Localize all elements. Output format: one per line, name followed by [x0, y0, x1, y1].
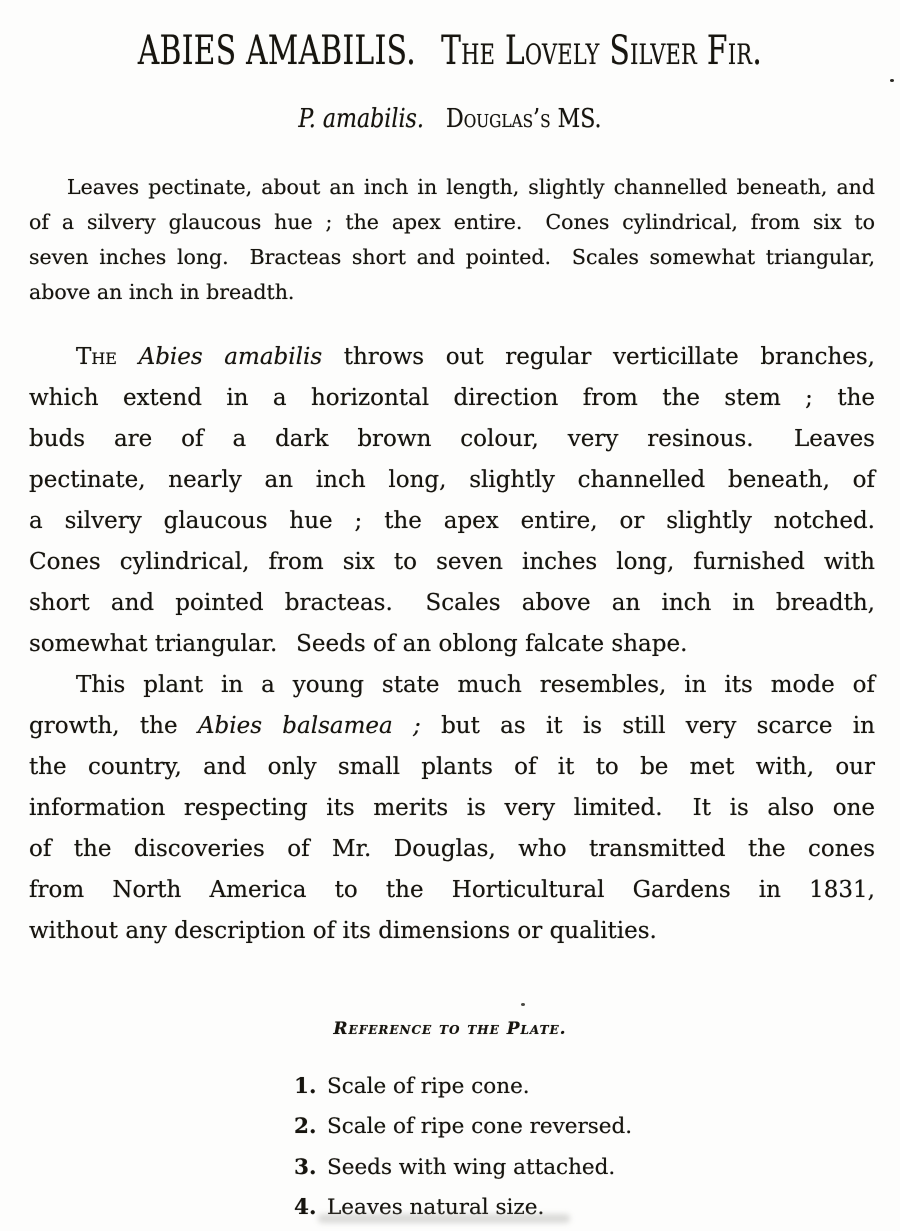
text-run: Cones cylindrical, from six to seven inches long, furnished with: [29, 549, 875, 575]
text-run: from North America to the Horticultural Gardens in 1831,: [29, 877, 875, 903]
manuscript-source: Douglas’s MS.: [445, 104, 602, 134]
text-line: [29, 583, 875, 624]
page-title: [117, 27, 783, 75]
text-line: [29, 747, 875, 788]
item-text: Seeds with wing attached.: [327, 1154, 616, 1180]
item-number: 3.: [294, 1154, 317, 1180]
text-line: [29, 460, 875, 501]
plate-reference-item: [294, 1067, 632, 1107]
ink-speck: [890, 79, 894, 82]
text-line: [29, 170, 875, 205]
text-line: [29, 337, 875, 378]
text-line: [29, 542, 875, 583]
item-text: Scale of ripe cone.: [327, 1074, 530, 1099]
text-line: [29, 205, 875, 240]
text-run: pectinate, nearly an inch long, slightly channelled beneath, of: [29, 467, 875, 493]
text-run: throws out regular verticillate branches,: [322, 344, 875, 370]
text-run: the country, and only small plants of it to be met with, our: [29, 754, 875, 780]
text-run: This plant in a young state much resembles, in its mode of: [76, 672, 875, 698]
text-run: which extend in a horizontal direction from the stem ; the: [29, 385, 875, 411]
ink-speck: [521, 1003, 525, 1006]
plate-reference-heading: Reference to the Plate.: [333, 1019, 567, 1039]
text-run: a silvery glaucous hue ; the apex entire, or slightly notched.: [29, 508, 875, 534]
item-number: 4.: [294, 1194, 317, 1220]
text-line: [29, 378, 875, 419]
italic-text-run: Abies balsamea ;: [197, 713, 421, 739]
text-run: buds are of a dark brown colour, very resinous. Leaves: [29, 426, 875, 452]
text-run: [117, 344, 139, 370]
species-attribution-line: [68, 103, 833, 135]
summary-paragraph: [29, 170, 875, 310]
text-run: somewhat triangular. Seeds of an oblong falcate shape.: [29, 631, 688, 657]
item-text: Scale of ripe cone reversed.: [327, 1114, 633, 1140]
species-title: ABIES AMABILIS.: [137, 28, 417, 74]
text-run: above an inch in breadth.: [29, 280, 295, 304]
text-line: [29, 788, 875, 829]
text-run: without any description of its dimensions or qualities.: [29, 918, 657, 944]
plate-reference-item: [294, 1148, 632, 1188]
page-showthrough-smudge: [318, 1214, 570, 1223]
item-number: 1.: [294, 1074, 317, 1099]
body-paragraphs: [29, 337, 875, 952]
text-line: [29, 829, 875, 870]
item-number: 2.: [294, 1114, 317, 1140]
text-run: short and pointed bracteas. Scales above an inch in breadth,: [29, 590, 875, 616]
text-line: [29, 706, 875, 747]
text-run: Leaves pectinate, about an inch in length, slightly channelled beneath, and: [67, 175, 875, 199]
text-line: [29, 870, 875, 911]
italic-text-run: Abies amabilis: [138, 344, 323, 370]
plate-reference-item: [294, 1107, 632, 1147]
text-line: [29, 501, 875, 542]
text-line: [29, 665, 875, 706]
plate-reference-list: [294, 1067, 632, 1228]
text-run: seven inches long. Bracteas short and pointed. Scales somewhat triangular,: [29, 245, 875, 269]
text-line: [29, 419, 875, 460]
text-line: [29, 240, 875, 275]
text-run: but as it is still very scarce in: [420, 713, 875, 739]
common-name-title: The Lovely Silver Fir.: [441, 28, 763, 74]
smallcaps-text-run: The: [76, 344, 117, 370]
text-run: growth, the: [29, 713, 198, 739]
text-run: of a silvery glaucous hue ; the apex entire. Cones cylindrical, from six to: [29, 210, 875, 234]
text-run: information respecting its merits is very limited. It is also one: [29, 795, 875, 821]
species-abbreviation: P. amabilis.: [298, 104, 424, 134]
item-text: Leaves natural size.: [327, 1194, 545, 1220]
text-run: of the discoveries of Mr. Douglas, who transmitted the cones: [29, 836, 875, 862]
